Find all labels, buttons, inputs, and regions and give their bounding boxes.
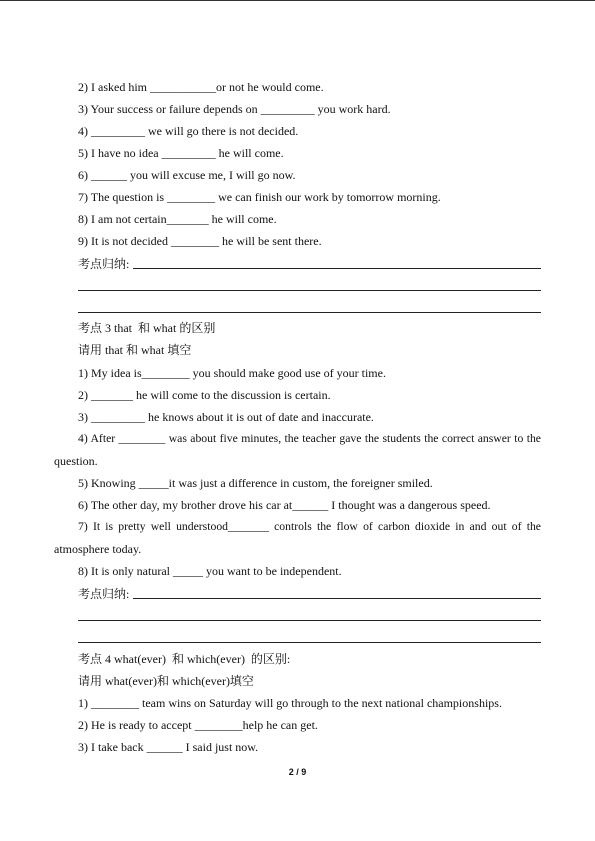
section-instruction: 请用 that 和 what 填空 bbox=[78, 343, 192, 357]
section-title: 考点 4 what(ever) 和 which(ever) 的区别: bbox=[78, 652, 291, 666]
answer-line bbox=[133, 598, 541, 599]
exercise-item: 9) It is not decided ________ he will be sent there. bbox=[78, 234, 322, 248]
page-number: 2 / 9 bbox=[288, 767, 307, 777]
exercise-item: 2) _______ he will come to the discussion is certain. bbox=[78, 388, 331, 402]
summary-label: 考点归纳: bbox=[78, 257, 130, 271]
exercise-item: 3) _________ he knows about it is out of date and inaccurate. bbox=[78, 410, 374, 424]
answer-line bbox=[133, 268, 541, 269]
section-title: 考点 3 that 和 what 的区别 bbox=[78, 321, 216, 335]
exercise-item: 4) After ________ was about five minutes, the teacher gave the students the correct answer to the bbox=[78, 432, 541, 445]
exercise-item: 8) It is only natural _____ you want to be independent. bbox=[78, 564, 342, 578]
answer-line bbox=[78, 620, 541, 621]
exercise-item: 6) ______ you will excuse me, I will go now. bbox=[78, 168, 296, 182]
section-instruction: 请用 what(ever)和 which(ever)填空 bbox=[78, 674, 254, 688]
exercise-item: 1) ________ team wins on Saturday will go through to the next national championships. bbox=[78, 696, 502, 710]
exercise-item: 3) Your success or failure depends on _________ you work hard. bbox=[78, 102, 391, 116]
exercise-item: 8) I am not certain_______ he will come. bbox=[78, 212, 277, 226]
exercise-item: 2) I asked him ___________or not he would come. bbox=[78, 80, 324, 94]
exercise-item-continuation: question. bbox=[54, 454, 98, 468]
answer-line bbox=[78, 312, 541, 313]
exercise-item: 4) _________ we will go there is not decided. bbox=[78, 124, 299, 138]
exercise-item: 5) I have no idea _________ he will come. bbox=[78, 146, 284, 160]
exercise-item-continuation: atmosphere today. bbox=[54, 542, 142, 556]
top-border-line bbox=[0, 0, 595, 1]
answer-line bbox=[78, 642, 541, 643]
exercise-item: 7) The question is ________ we can finish our work by tomorrow morning. bbox=[78, 190, 441, 204]
exercise-item: 1) My idea is________ you should make good use of your time. bbox=[78, 366, 386, 380]
summary-label: 考点归纳: bbox=[78, 587, 130, 601]
exercise-item: 3) I take back ______ I said just now. bbox=[78, 740, 259, 754]
exercise-item: 5) Knowing _____it was just a difference in custom, the foreigner smiled. bbox=[78, 476, 433, 490]
exercise-item: 6) The other day, my brother drove his car at______ I thought was a dangerous speed. bbox=[78, 498, 491, 512]
exercise-item: 2) He is ready to accept ________help he can get. bbox=[78, 718, 318, 732]
exercise-item: 7) It is pretty well understood_______ controls the flow of carbon dioxide in and out of the bbox=[78, 520, 541, 533]
answer-line bbox=[78, 290, 541, 291]
